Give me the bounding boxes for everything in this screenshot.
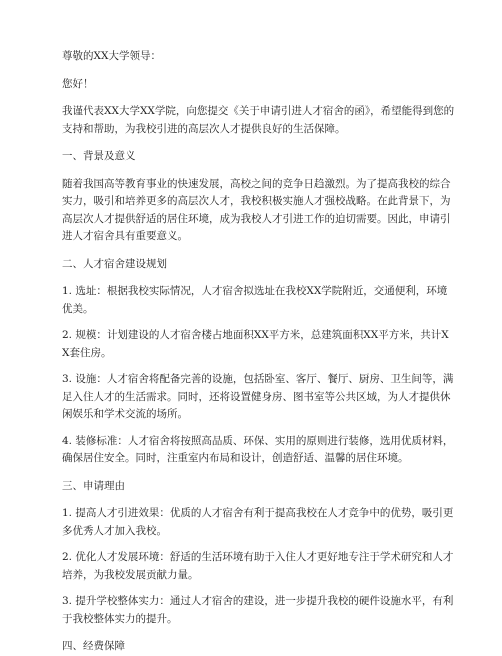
greeting: 您好！ bbox=[62, 77, 94, 90]
section-heading-reasons: 三、申请理由 bbox=[62, 479, 125, 492]
salutation: 尊敬的XX大学领导： bbox=[62, 50, 161, 62]
list-item: 3. 设施：人才宿舍将配备完善的设施，包括卧室、客厅、餐厅、厨房、卫生间等，满足入住人才的生活需求。同时，还将设置健身房、图书室等公共区域，为人才提供休闲娱乐和学术交流的场所。 bbox=[62, 373, 454, 420]
section-heading-funding: 四、经费保障 bbox=[62, 640, 125, 652]
list-item: 1. 选址：根据我校实际情况，人才宿舍拟选址在我校XX学院附近，交通便利，环境优美。 bbox=[62, 285, 448, 315]
section-heading-plan: 二、人才宿舍建设规划 bbox=[62, 257, 167, 270]
intro-paragraph: 我谨代表XX大学XX学院，向您提交《关于申请引进人才宿舍的函》，希望能得到您的支持和帮助，为我校引进的高层次人才提供良好的生活保障。 bbox=[62, 105, 455, 135]
section-heading-background: 一、背景及意义 bbox=[62, 150, 136, 162]
paragraph: 随着我国高等教育事业的快速发展，高校之间的竞争日趋激烈。为了提高我校的综合实力，吸引和培养更多的高层次人才，我校积极实施人才强校战略。在此背景下，为高层次人才提供舒适的居住环境，成为我校人才引进工作的迫切需要。因此，申请引进人才宿舍具有重要意义。 bbox=[62, 177, 451, 242]
list-item: 2. 优化人才发展环境：舒适的生活环境有助于入住人才更好地专注于学术研究和人才培养，为我校发展贡献力量。 bbox=[62, 551, 454, 581]
list-item: 2. 规模：计划建设的人才宿舍楼占地面积XX平方米，总建筑面积XX平方米，共计XX套住房。 bbox=[62, 329, 449, 359]
list-item: 4. 装修标准：人才宿舍将按照高品质、环保、实用的原则进行装修，选用优质材料，确保居住安全。同时，注重室内布局和设计，创造舒适、温馨的居住环境。 bbox=[62, 434, 454, 464]
list-item: 3. 提升学校整体实力：通过人才宿舍的建设，进一步提升我校的硬件设施水平，有利于我校整体实力的提升。 bbox=[62, 595, 454, 625]
list-item: 1. 提高人才引进效果：优质的人才宿舍有利于提高我校在人才竞争中的优势，吸引更多优秀人才加入我校。 bbox=[62, 507, 454, 537]
